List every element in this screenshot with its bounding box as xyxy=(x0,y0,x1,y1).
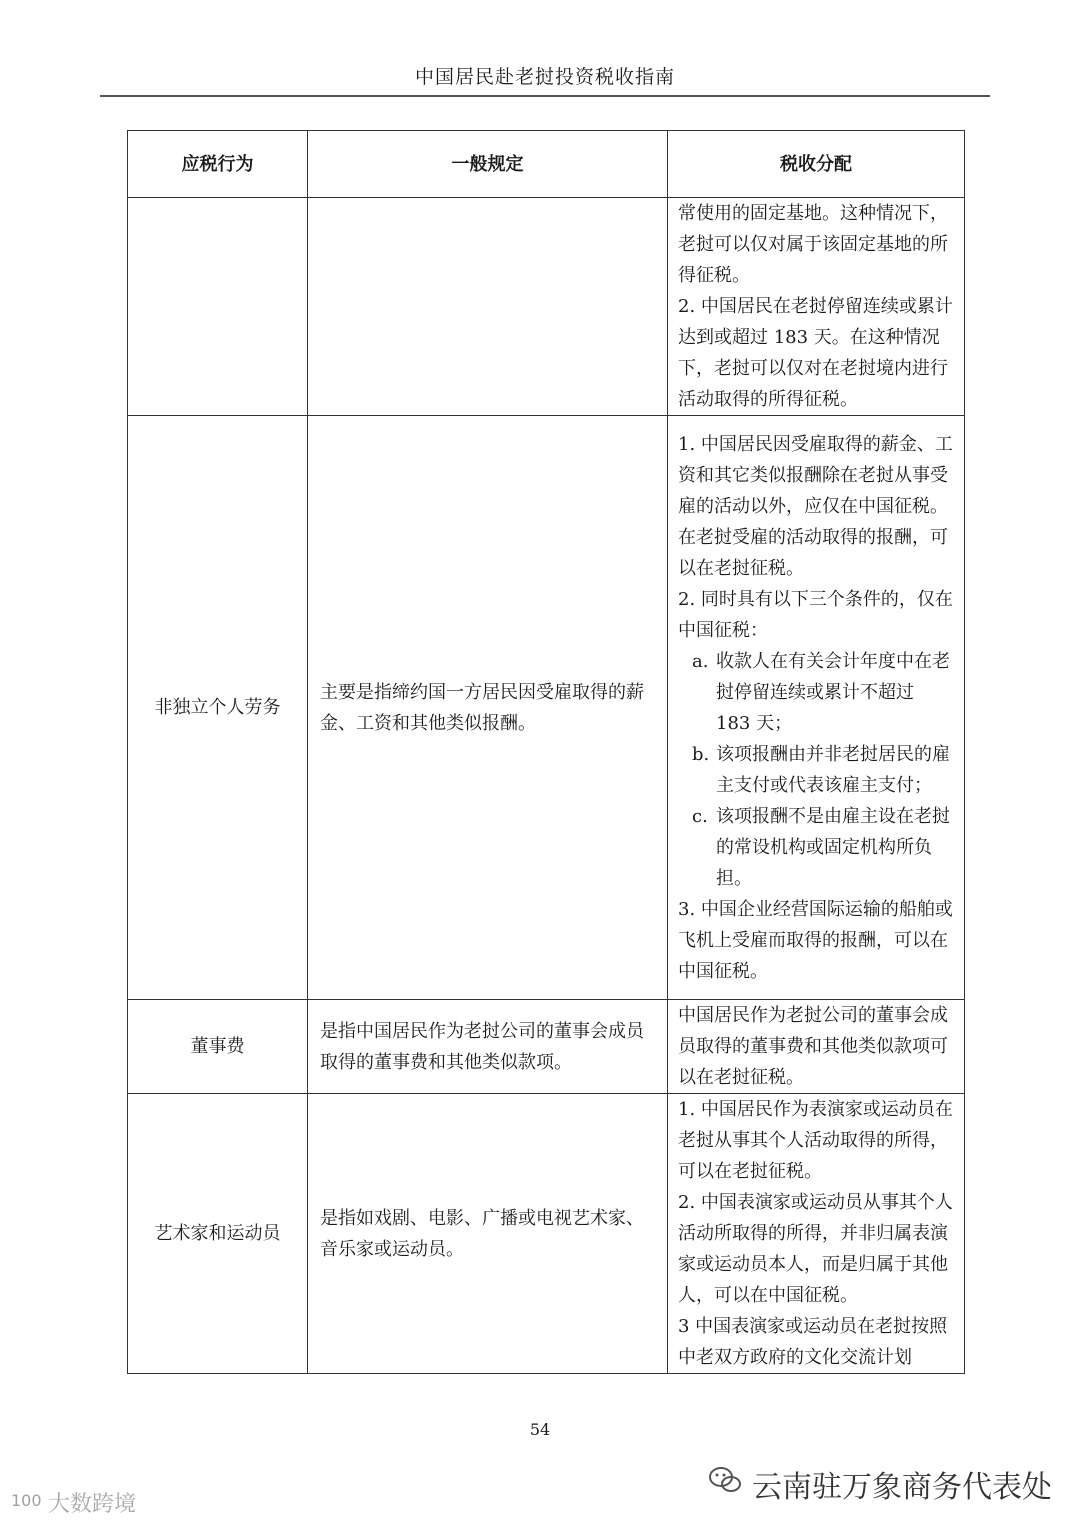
distribution-paragraph: 2. 中国表演家或运动员从事其个人活动所取得的所得，并非归属表演家或运动员本人，而是归属于其他人，可以在中国征税。 xyxy=(678,1192,953,1306)
subitem-text: 收款人在有关会计年度中在老挝停留连续或累计不超过 183 天； xyxy=(716,650,950,734)
table-row xyxy=(128,416,965,1000)
cell-distribution xyxy=(668,198,965,416)
cell-distribution xyxy=(668,1094,965,1374)
cell-behavior: 董事费 xyxy=(128,1000,308,1094)
distribution-paragraph: 3. 中国企业经营国际运输的船舶或飞机上受雇而取得的报酬，可以在中国征税。 xyxy=(678,898,953,982)
subitem-marker: a. xyxy=(692,650,709,672)
cell-behavior xyxy=(128,198,308,416)
page-number: 54 xyxy=(529,1420,551,1439)
cell-general: 是指如戏剧、电影、广播或电视艺术家、音乐家或运动员。 xyxy=(308,1094,668,1374)
distribution-paragraph: 1. 中国居民作为表演家或运动员在老挝从事其个人活动取得的所得，可以在老挝征税。 xyxy=(678,1099,953,1182)
distribution-paragraph: 2. 中国居民在老挝停留连续或累计达到或超过 183 天。在这种情况下，老挝可以仅对在老挝境内进行活动取得的所得征税。 xyxy=(678,296,953,410)
subitem-text: 该项报酬由并非老挝居民的雇主支付或代表该雇主支付； xyxy=(716,743,950,796)
table-row xyxy=(128,198,965,416)
distribution-paragraph: 中国居民作为老挝公司的董事会成员取得的董事费和其他类似款项可以在老挝征税。 xyxy=(678,1005,948,1088)
table-row xyxy=(128,1000,965,1094)
subitem-marker: b. xyxy=(692,743,710,765)
table-header-row xyxy=(128,131,965,198)
column-header-distribution: 税收分配 xyxy=(668,131,965,198)
svg-text:100: 100 xyxy=(11,1490,42,1510)
distribution-paragraph: 2. 同时具有以下三个条件的，仅在中国征税： xyxy=(678,588,953,641)
distribution-subitem xyxy=(678,801,954,894)
column-header-general: 一般规定 xyxy=(308,131,668,198)
distribution-paragraph: 常使用的固定基地。这种情况下，老挝可以仅对属于该固定基地的所得征税。 xyxy=(678,203,948,286)
cell-general: 主要是指缔约国一方居民因受雇取得的薪金、工资和其他类似报酬。 xyxy=(308,416,668,1000)
cell-distribution xyxy=(668,1000,965,1094)
tax-table xyxy=(127,130,965,1374)
column-header-behavior: 应税行为 xyxy=(128,131,308,198)
table-row xyxy=(128,1094,965,1374)
watermark-right xyxy=(708,1462,1052,1506)
page-header: 中国居民赴老挝投资税收指南 xyxy=(100,62,990,97)
distribution-paragraph: 1. 中国居民因受雇取得的薪金、工资和其它类似报酬除在老挝从事受雇的活动以外，应仅在中国征税。在老挝受雇的活动取得的报酬，可以在老挝征税。 xyxy=(678,433,953,579)
watermark-right-text: 云南驻万象商务代表处 xyxy=(752,1470,1052,1505)
watermark-left xyxy=(10,1487,136,1518)
watermark-logo xyxy=(10,1489,44,1517)
distribution-subitem xyxy=(678,739,954,801)
cell-general xyxy=(308,198,668,416)
cell-distribution xyxy=(668,416,965,1000)
subitem-marker: c. xyxy=(692,805,708,827)
subitem-text: 该项报酬不是由雇主设在老挝的常设机构或固定机构所负担。 xyxy=(716,805,950,889)
cell-behavior: 非独立个人劳务 xyxy=(128,416,308,1000)
distribution-paragraph: 3 中国表演家或运动员在老挝按照中老双方政府的文化交流计划 xyxy=(678,1316,948,1368)
wechat-icon xyxy=(708,1465,742,1503)
cell-behavior: 艺术家和运动员 xyxy=(128,1094,308,1374)
distribution-subitem xyxy=(678,646,954,739)
cell-general: 是指中国居民作为老挝公司的董事会成员取得的董事费和其他类似款项。 xyxy=(308,1000,668,1094)
watermark-left-text: 大数跨境 xyxy=(48,1492,137,1517)
